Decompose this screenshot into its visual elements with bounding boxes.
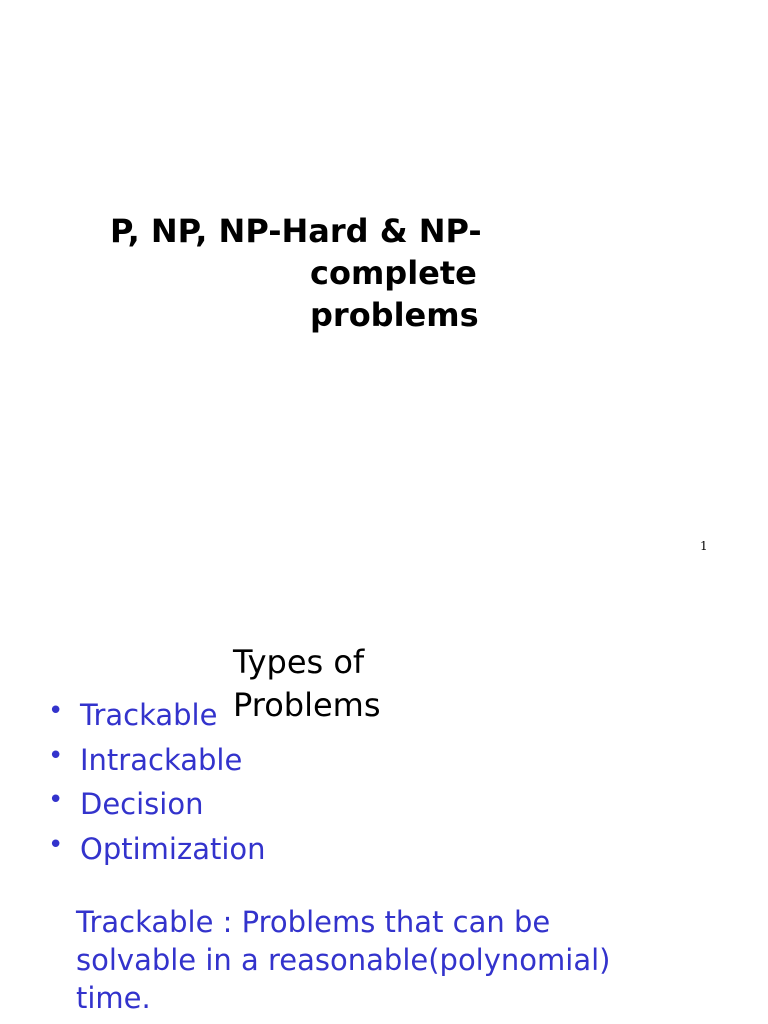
slide-1-title <box>110 210 530 336</box>
bullet-text: Trackable <box>80 698 218 732</box>
slide-2-title <box>233 641 381 727</box>
bullet-icon: • <box>48 740 64 771</box>
slide-2-title-line-2: Problems <box>233 686 381 724</box>
definition-text: Trackable : Problems that can be solvable in a reasonable(polynomial) time. <box>76 905 611 1015</box>
slide-1-title-line-1: P, NP, NP-Hard & NP- <box>110 212 482 250</box>
slide-1-title-line-3: problems <box>310 296 479 334</box>
bullet-icon: • <box>48 829 64 860</box>
bullet-text: Optimization <box>80 831 266 866</box>
bullet-text: Intrackable <box>80 742 243 777</box>
bullet-icon: • <box>48 696 64 726</box>
page-number: 1 <box>700 539 708 553</box>
bullet-icon: • <box>48 785 64 815</box>
slide-2-title-line-1: Types of <box>233 643 365 681</box>
bullet-text: Decision <box>80 787 204 821</box>
slide-1-title-line-2: complete <box>310 254 477 292</box>
